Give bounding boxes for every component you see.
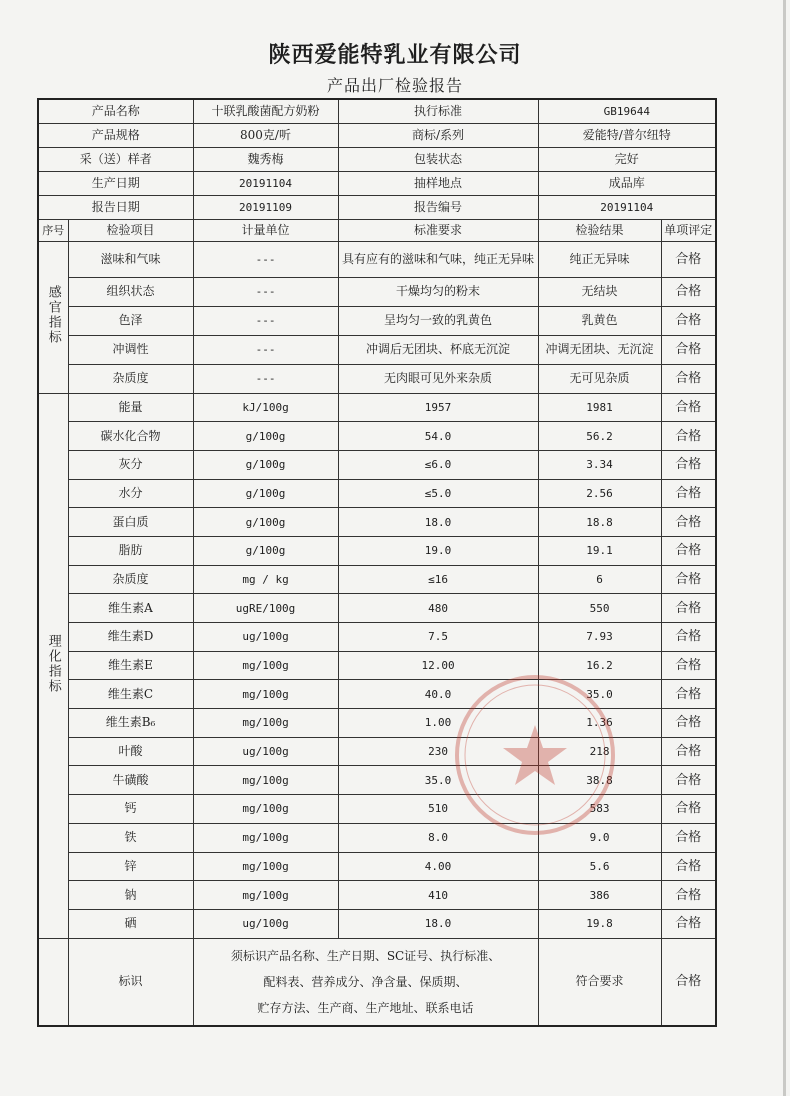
cell-item-name: 维生素C — [68, 680, 193, 709]
labeling-standard-line: 贮存方法、生产商、生产地址、联系电话 — [257, 1000, 474, 1015]
info-value: 20191104 — [538, 195, 716, 219]
cell-result: 386 — [538, 881, 661, 910]
info-row — [38, 147, 716, 171]
cell-item-name: 维生素B₆ — [68, 709, 193, 738]
cell-item-name: 硒 — [68, 909, 193, 938]
info-value: GB19644 — [538, 99, 716, 123]
cell-result: 1.36 — [538, 709, 661, 738]
report-title: 产品出厂检验报告 — [326, 76, 463, 95]
cell-unit: kJ/100g — [193, 393, 338, 422]
cell-unit: g/100g — [193, 479, 338, 508]
cell-result: 3.34 — [538, 450, 661, 479]
cell-standard: 19.0 — [338, 536, 538, 565]
cell-item-name: 组织状态 — [68, 277, 193, 306]
sensory-row — [38, 335, 716, 364]
info-row — [38, 195, 716, 219]
cell-judgement: 合格 — [661, 508, 716, 537]
cell-item-name: 碳水化合物 — [68, 422, 193, 451]
cell-standard: ≤6.0 — [338, 450, 538, 479]
cell-standard: 230 — [338, 737, 538, 766]
inspection-table — [37, 98, 717, 1027]
cell-item-name: 水分 — [68, 479, 193, 508]
sensory-row — [38, 277, 716, 306]
physchem-group-label — [38, 393, 68, 938]
info-label: 商标/系列 — [338, 123, 538, 147]
cell-judgement: 合格 — [661, 335, 716, 364]
cell-result: 5.6 — [538, 852, 661, 881]
cell-item-name: 冲调性 — [68, 335, 193, 364]
physchem-row — [38, 651, 716, 680]
labeling-standard — [193, 938, 538, 1026]
cell-item-name: 铁 — [68, 823, 193, 852]
info-label: 生产日期 — [38, 171, 193, 195]
info-value: 十联乳酸菌配方奶粉 — [193, 99, 338, 123]
cell-item-name: 锌 — [68, 852, 193, 881]
physchem-row — [38, 393, 716, 422]
physchem-row — [38, 852, 716, 881]
cell-standard: 8.0 — [338, 823, 538, 852]
cell-judgement: 合格 — [661, 909, 716, 938]
cell-standard: 4.00 — [338, 852, 538, 881]
info-row — [38, 123, 716, 147]
physchem-row — [38, 508, 716, 537]
physchem-row — [38, 709, 716, 738]
physchem-row — [38, 623, 716, 652]
physchem-row — [38, 823, 716, 852]
physchem-row — [38, 422, 716, 451]
info-value: 成品库 — [538, 171, 716, 195]
cell-judgement: 合格 — [661, 306, 716, 335]
cell-item-name: 杂质度 — [68, 565, 193, 594]
cell-judgement: 合格 — [661, 737, 716, 766]
cell-unit: mg/100g — [193, 795, 338, 824]
cell-item-name: 滋味和气味 — [68, 241, 193, 277]
info-label: 产品名称 — [38, 99, 193, 123]
cell-unit: g/100g — [193, 508, 338, 537]
cell-result: 符合要求 — [538, 938, 661, 1026]
info-value: 800克/听 — [193, 123, 338, 147]
cell-result: 35.0 — [538, 680, 661, 709]
cell-standard: 12.00 — [338, 651, 538, 680]
cell-judgement: 合格 — [661, 823, 716, 852]
info-label: 报告编号 — [338, 195, 538, 219]
cell-result: 乳黄色 — [538, 306, 661, 335]
cell-unit: ugRE/100g — [193, 594, 338, 623]
cell-result: 冲调无团块、无沉淀 — [538, 335, 661, 364]
cell-item-name: 杂质度 — [68, 364, 193, 393]
cell-unit: mg/100g — [193, 823, 338, 852]
cell-standard: 具有应有的滋味和气味，纯正无异味 — [338, 241, 538, 277]
labeling-standard-line: 须标识产品名称、生产日期、SC证号、执行标准、 — [230, 948, 501, 963]
cell-item-name: 标识 — [68, 938, 193, 1026]
cell-item-name: 能量 — [68, 393, 193, 422]
cell-result: 9.0 — [538, 823, 661, 852]
sensory-row — [38, 306, 716, 335]
cell-judgement: 合格 — [661, 651, 716, 680]
cell-standard: ≤16 — [338, 565, 538, 594]
cell-unit: g/100g — [193, 422, 338, 451]
cell-result: 1981 — [538, 393, 661, 422]
col-header-standard: 标准要求 — [338, 219, 538, 241]
cell-standard: 480 — [338, 594, 538, 623]
physchem-row — [38, 909, 716, 938]
info-value: 爱能特/普尔纽特 — [538, 123, 716, 147]
cell-unit: ug/100g — [193, 909, 338, 938]
cell-item-name: 钠 — [68, 881, 193, 910]
cell-judgement: 合格 — [661, 450, 716, 479]
cell-item-name: 灰分 — [68, 450, 193, 479]
cell-judgement: 合格 — [661, 241, 716, 277]
physchem-row — [38, 795, 716, 824]
cell-unit: g/100g — [193, 536, 338, 565]
cell-judgement: 合格 — [661, 536, 716, 565]
cell-judgement: 合格 — [661, 393, 716, 422]
cell-judgement: 合格 — [661, 623, 716, 652]
labeling-seq — [38, 938, 68, 1026]
cell-standard: 54.0 — [338, 422, 538, 451]
col-header-seq: 序号 — [38, 219, 68, 241]
cell-item-name: 维生素E — [68, 651, 193, 680]
cell-result: 纯正无异味 — [538, 241, 661, 277]
cell-result: 19.1 — [538, 536, 661, 565]
physchem-row — [38, 766, 716, 795]
info-label: 执行标准 — [338, 99, 538, 123]
info-row — [38, 99, 716, 123]
info-row — [38, 171, 716, 195]
physchem-row — [38, 737, 716, 766]
cell-result: 56.2 — [538, 422, 661, 451]
column-header-row — [38, 219, 716, 241]
info-label: 采（送）样者 — [38, 147, 193, 171]
cell-item-name: 蛋白质 — [68, 508, 193, 537]
cell-item-name: 牛磺酸 — [68, 766, 193, 795]
labeling-standard-line: 配料表、营养成分、净含量、保质期、 — [263, 974, 468, 989]
cell-item-name: 钙 — [68, 795, 193, 824]
cell-result: 550 — [538, 594, 661, 623]
cell-unit: --- — [193, 241, 338, 277]
info-value: 20191109 — [193, 195, 338, 219]
cell-unit: g/100g — [193, 450, 338, 479]
cell-judgement: 合格 — [661, 766, 716, 795]
cell-standard: 干燥均匀的粉末 — [338, 277, 538, 306]
physchem-row — [38, 594, 716, 623]
cell-unit: mg/100g — [193, 651, 338, 680]
cell-standard: 1.00 — [338, 709, 538, 738]
cell-standard: 18.0 — [338, 508, 538, 537]
cell-judgement: 合格 — [661, 565, 716, 594]
info-label: 抽样地点 — [338, 171, 538, 195]
cell-judgement: 合格 — [661, 881, 716, 910]
company-name: 陕西爱能特乳业有限公司 — [268, 42, 522, 68]
cell-result: 无结块 — [538, 277, 661, 306]
cell-result: 无可见杂质 — [538, 364, 661, 393]
cell-unit: mg/100g — [193, 709, 338, 738]
cell-standard: 410 — [338, 881, 538, 910]
cell-judgement: 合格 — [661, 938, 716, 1026]
physchem-row — [38, 680, 716, 709]
cell-unit: mg/100g — [193, 766, 338, 795]
scan-edge — [783, 0, 786, 1096]
cell-unit: mg/100g — [193, 680, 338, 709]
sensory-row — [38, 364, 716, 393]
cell-item-name: 色泽 — [68, 306, 193, 335]
sensory-group-text: 感官指标 — [45, 285, 61, 345]
cell-result: 19.8 — [538, 909, 661, 938]
info-value: 完好 — [538, 147, 716, 171]
cell-judgement: 合格 — [661, 852, 716, 881]
cell-unit: ug/100g — [193, 623, 338, 652]
cell-result: 2.56 — [538, 479, 661, 508]
cell-standard: 7.5 — [338, 623, 538, 652]
inspection-table-body — [38, 99, 716, 1026]
cell-standard: 无肉眼可见外来杂质 — [338, 364, 538, 393]
cell-judgement: 合格 — [661, 277, 716, 306]
info-label: 产品规格 — [38, 123, 193, 147]
cell-result: 38.8 — [538, 766, 661, 795]
cell-unit: --- — [193, 335, 338, 364]
labeling-row — [38, 938, 716, 1026]
cell-judgement: 合格 — [661, 680, 716, 709]
cell-result: 7.93 — [538, 623, 661, 652]
cell-standard: 1957 — [338, 393, 538, 422]
physchem-row — [38, 450, 716, 479]
cell-unit: mg/100g — [193, 881, 338, 910]
sensory-row — [38, 241, 716, 277]
col-header-unit: 计量单位 — [193, 219, 338, 241]
info-value: 魏秀梅 — [193, 147, 338, 171]
cell-standard: 18.0 — [338, 909, 538, 938]
cell-unit: --- — [193, 277, 338, 306]
physchem-row — [38, 565, 716, 594]
cell-judgement: 合格 — [661, 364, 716, 393]
cell-unit: ug/100g — [193, 737, 338, 766]
cell-result: 6 — [538, 565, 661, 594]
cell-unit: mg/100g — [193, 852, 338, 881]
cell-item-name: 叶酸 — [68, 737, 193, 766]
cell-standard: ≤5.0 — [338, 479, 538, 508]
physchem-row — [38, 479, 716, 508]
physchem-group-text: 理化指标 — [45, 633, 61, 694]
cell-unit: mg / kg — [193, 565, 338, 594]
col-header-item: 检验项目 — [68, 219, 193, 241]
cell-standard: 35.0 — [338, 766, 538, 795]
cell-judgement: 合格 — [661, 709, 716, 738]
cell-judgement: 合格 — [661, 594, 716, 623]
cell-result: 218 — [538, 737, 661, 766]
cell-item-name: 维生素A — [68, 594, 193, 623]
cell-result: 583 — [538, 795, 661, 824]
cell-standard: 冲调后无团块、杯底无沉淀 — [338, 335, 538, 364]
cell-unit: --- — [193, 364, 338, 393]
col-header-judgement: 单项评定 — [661, 219, 716, 241]
cell-judgement: 合格 — [661, 479, 716, 508]
info-label: 报告日期 — [38, 195, 193, 219]
sensory-group-label — [38, 241, 68, 393]
cell-result: 18.8 — [538, 508, 661, 537]
cell-item-name: 脂肪 — [68, 536, 193, 565]
cell-standard: 呈均匀一致的乳黄色 — [338, 306, 538, 335]
cell-result: 16.2 — [538, 651, 661, 680]
cell-standard: 40.0 — [338, 680, 538, 709]
info-label: 包装状态 — [338, 147, 538, 171]
cell-standard: 510 — [338, 795, 538, 824]
physchem-row — [38, 536, 716, 565]
cell-item-name: 维生素D — [68, 623, 193, 652]
physchem-row — [38, 881, 716, 910]
info-value: 20191104 — [193, 171, 338, 195]
col-header-result: 检验结果 — [538, 219, 661, 241]
cell-judgement: 合格 — [661, 795, 716, 824]
cell-unit: --- — [193, 306, 338, 335]
cell-judgement: 合格 — [661, 422, 716, 451]
